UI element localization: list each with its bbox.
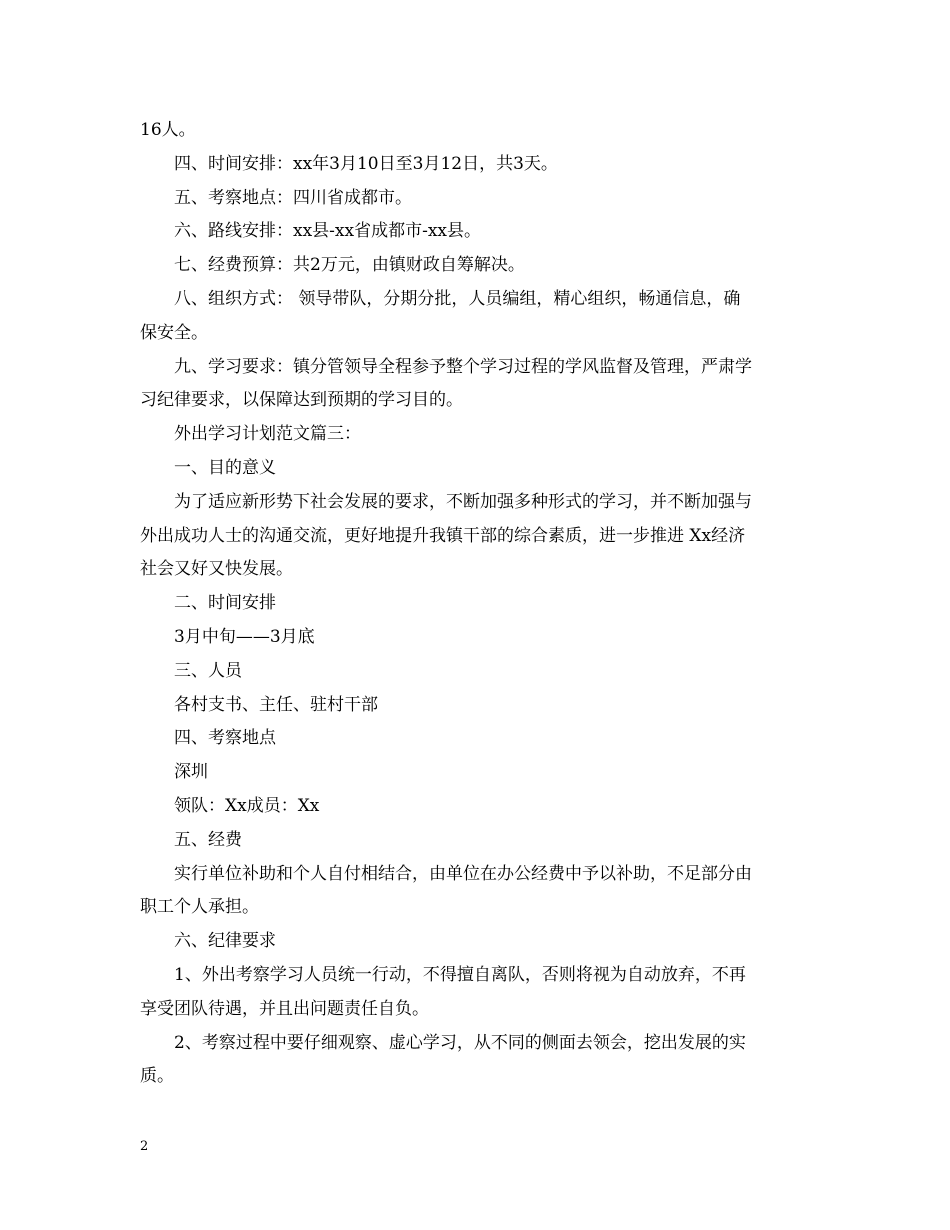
- document-body: [140, 114, 815, 1094]
- section-heading: 外出学习计划范文篇三：: [174, 424, 361, 445]
- paragraph-line: 八、组织方式： 领导带队，分期分批，人员编组，精心组织，畅通信息，确: [174, 288, 741, 309]
- section-heading: 四、考察地点: [174, 728, 276, 749]
- paragraph-line: 各村支书、主任、驻村干部: [174, 694, 378, 715]
- section-heading: 二、时间安排: [174, 593, 276, 614]
- section-heading: 五、经费: [174, 829, 242, 850]
- paragraph-line: 七、经费预算：共2万元，由镇财政自筹解决。: [174, 255, 525, 276]
- paragraph-line: 社会又好又快发展。: [140, 559, 293, 580]
- paragraph-line: 享受团队待遇，并且出问题责任自负。: [140, 998, 429, 1019]
- section-heading: 一、目的意义: [174, 457, 276, 478]
- paragraph-line: 九、学习要求：镇分管领导全程参予整个学习过程的学风监督及管理，严肃学: [174, 356, 752, 377]
- section-heading: 三、人员: [174, 660, 242, 681]
- paragraph-line: 1、外出考察学习人员统一行动，不得擅自离队，否则将视为自动放弃，不再: [174, 964, 746, 985]
- paragraph-line: 实行单位补助和个人自付相结合，由单位在办公经费中予以补助，不足部分由: [174, 863, 752, 884]
- paragraph-line: 领队：Xx成员：Xx: [174, 795, 320, 816]
- paragraph-line: 保安全。: [140, 322, 208, 343]
- paragraph-line: 质。: [140, 1066, 174, 1087]
- paragraph-line: 习纪律要求，以保障达到预期的学习目的。: [140, 390, 463, 411]
- paragraph-line: 3月中旬——3月底: [174, 626, 315, 647]
- paragraph-line: 16人。: [140, 120, 196, 140]
- paragraph-line: 深圳: [174, 762, 208, 783]
- paragraph-line: 外出成功人士的沟通交流，更好地提升我镇干部的综合素质，进一步推进 Xx经济: [140, 525, 746, 546]
- paragraph-line: 2、考察过程中要仔细观察、虚心学习，从不同的侧面去领会，挖出发展的实: [174, 1032, 746, 1053]
- paragraph-line: 为了适应新形势下社会发展的要求，不断加强多种形式的学习，并不断加强与: [174, 491, 752, 512]
- section-heading: 六、纪律要求: [174, 931, 276, 952]
- paragraph-line: 四、时间安排：xx年3月10日至3月12日，共3天。: [174, 153, 558, 174]
- paragraph-line: 五、考察地点：四川省成都市。: [174, 187, 412, 208]
- page-number: 2: [140, 1139, 149, 1154]
- paragraph-line: 职工个人承担。: [140, 897, 259, 918]
- paragraph-line: 六、路线安排：xx县-xx省成都市-xx县。: [174, 221, 482, 242]
